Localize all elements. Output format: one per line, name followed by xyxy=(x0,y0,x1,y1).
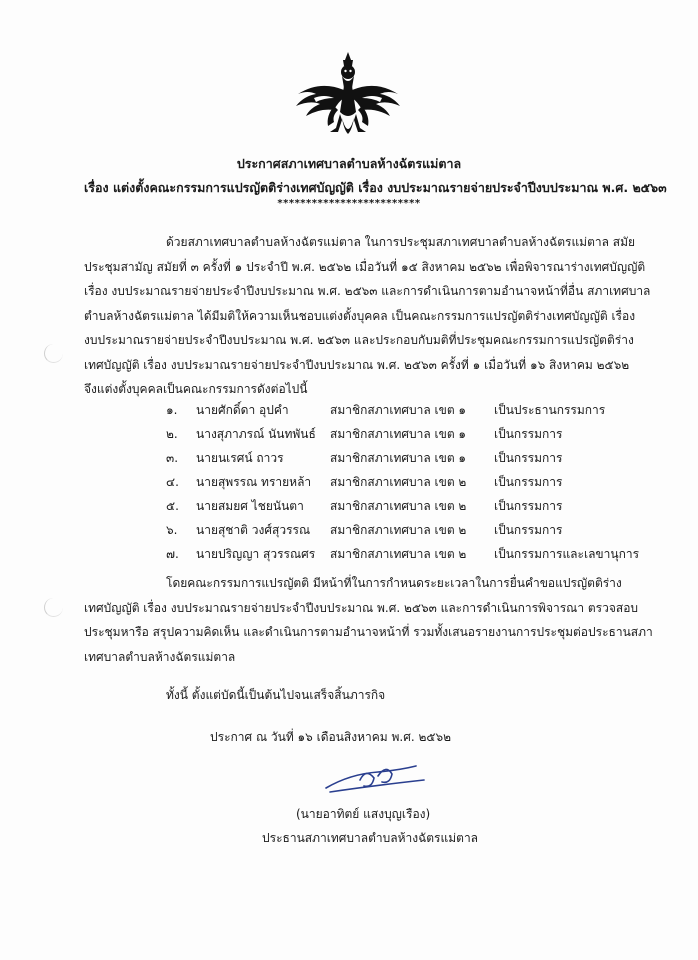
member-row xyxy=(0,521,698,545)
member-role: เป็นกรรมการ xyxy=(494,523,563,537)
punch-hole xyxy=(44,344,63,363)
member-name: นางสุภาภรณ์ นันทพันธ์ xyxy=(196,427,316,441)
title-separator: ************************* xyxy=(277,198,421,209)
member-position: สมาชิกสภาเทศบาล เขต ๑ xyxy=(330,403,467,417)
intro-line: ตำบลห้างฉัตรแม่ตาล ได้มีมติให้ความเห็นชอบแต่งตั้งบุคคล เป็นคณะกรรมการแปรญัตติร่างเทศบัญญัติ เรื่อง xyxy=(84,308,636,323)
signatory-title: ประธานสภาเทศบาลตำบลห้างฉัตรแม่ตาล xyxy=(262,831,479,845)
duties-line: โดยคณะกรรมการแปรญัตติ มีหน้าที่ในการกำหนดระยะเวลาในการยื่นคำขอแปรญัตติร่าง xyxy=(166,576,622,590)
intro-line: งบประมาณรายจ่ายประจำปีงบประมาณ พ.ศ. ๒๕๖๓ และประกอบกับมติที่ประชุมคณะกรรมการแปรญัตติร่าง xyxy=(84,333,634,347)
member-row xyxy=(0,449,698,473)
announcement-subject: เรื่อง แต่งตั้งคณะกรรมการแปรญัตติร่างเทศบัญญัติ เรื่อง งบประมาณรายจ่ายประจำปีงบประมาณ พ.ศ. ๒๕๖๓ xyxy=(84,180,667,195)
member-position: สมาชิกสภาเทศบาล เขต ๑ xyxy=(330,451,467,465)
member-position: สมาชิกสภาเทศบาล เขต ๒ xyxy=(330,523,467,537)
member-name: นายนเรศน์ ถาวร xyxy=(196,451,284,465)
member-role: เป็นกรรมการ xyxy=(494,451,563,465)
member-number: ๔. xyxy=(166,475,179,489)
member-name: นายสมยศ ไชยนันตา xyxy=(196,499,304,513)
member-number: ๖. xyxy=(166,523,178,537)
member-name: นายสุชาติ วงศ์สุวรรณ xyxy=(196,523,311,537)
intro-paragraph xyxy=(84,230,651,402)
member-name: นายปริญญา สุวรรณศร xyxy=(196,547,316,561)
intro-line: ประชุมสามัญ สมัยที่ ๓ ครั้งที่ ๑ ประจำปี พ.ศ. ๒๕๖๒ เมื่อวันที่ ๑๕ สิงหาคม ๒๕๖๒ เพื่อพิจารณาร่างเทศบัญญัติ xyxy=(84,259,646,274)
member-position: สมาชิกสภาเทศบาล เขต ๒ xyxy=(330,475,467,489)
member-row xyxy=(0,425,698,449)
punch-hole xyxy=(44,598,63,617)
intro-line: ด้วยสภาเทศบาลตำบลห้างฉัตรแม่ตาล ในการประชุมสภาเทศบาลตำบลห้างฉัตรแม่ตาล สมัย xyxy=(166,235,636,249)
member-position: สมาชิกสภาเทศบาล เขต ๑ xyxy=(330,427,467,441)
announcement-date: ประกาศ ณ วันที่ ๑๖ เดือนสิงหาคม พ.ศ. ๒๕๖๒ xyxy=(210,730,451,744)
member-number: ๕. xyxy=(166,499,179,513)
member-role: เป็นกรรมการ xyxy=(494,427,563,441)
member-row xyxy=(0,473,698,497)
duties-line: ประชุมหารือ สรุปความคิดเห็น และดำเนินการตามอำนาจหน้าที่ รวมทั้งเสนอรายงานการประชุมต่อประธานสภา xyxy=(84,625,653,639)
member-name: นายศักดิ์ดา อุปคำ xyxy=(196,403,289,417)
member-role: เป็นกรรมการ xyxy=(494,475,563,489)
member-role: เป็นกรรมการ xyxy=(494,499,563,513)
duties-line: เทศบาลตำบลห้างฉัตรแม่ตาล xyxy=(84,649,236,664)
member-number: ๓. xyxy=(166,451,179,465)
signatory-name: (นายอาทิตย์ แสงบุญเรือง) xyxy=(296,807,431,821)
member-row xyxy=(0,497,698,521)
duties-line: เทศบัญญัติ เรื่อง งบประมาณรายจ่ายประจำปีงบประมาณ พ.ศ. ๒๕๖๓ และการดำเนินการพิจารณา ตรวจสอบ xyxy=(84,600,639,615)
member-position: สมาชิกสภาเทศบาล เขต ๒ xyxy=(330,499,467,513)
intro-line: เรื่อง งบประมาณรายจ่ายประจำปีงบประมาณ พ.ศ. ๒๕๖๓ และการดำเนินการตามอำนาจหน้าที่อื่น สภาเทศบาล xyxy=(84,284,651,298)
signature-mark xyxy=(320,756,430,806)
member-number: ๗. xyxy=(166,547,179,561)
member-row xyxy=(0,545,698,569)
member-number: ๑. xyxy=(166,403,178,417)
member-name: นายสุพรรณ ทรายหล้า xyxy=(196,475,312,489)
member-role: เป็นประธานกรรมการ xyxy=(494,403,606,417)
intro-line: เทศบัญญัติ เรื่อง งบประมาณรายจ่ายประจำปีงบประมาณ พ.ศ. ๒๕๖๓ ครั้งที่ ๑ เมื่อวันที่ ๑๖ สิงหาคม ๒๕๖๒ xyxy=(84,357,630,372)
effective-statement: ทั้งนี้ ตั้งแต่บัดนี้เป็นต้นไปจนเสร็จสิ้นภารกิจ xyxy=(166,688,386,702)
announcement-title: ประกาศสภาเทศบาลตำบลห้างฉัตรแม่ตาล xyxy=(236,156,462,171)
member-number: ๒. xyxy=(166,427,178,441)
intro-line: จึงแต่งตั้งบุคคลเป็นคณะกรรมการดังต่อไปนี้ xyxy=(84,382,308,396)
member-role: เป็นกรรมการและเลขานุการ xyxy=(494,547,640,561)
member-position: สมาชิกสภาเทศบาล เขต ๒ xyxy=(330,547,467,561)
garuda-emblem-icon xyxy=(290,50,406,142)
member-row xyxy=(0,401,698,425)
duties-paragraph xyxy=(84,571,653,669)
